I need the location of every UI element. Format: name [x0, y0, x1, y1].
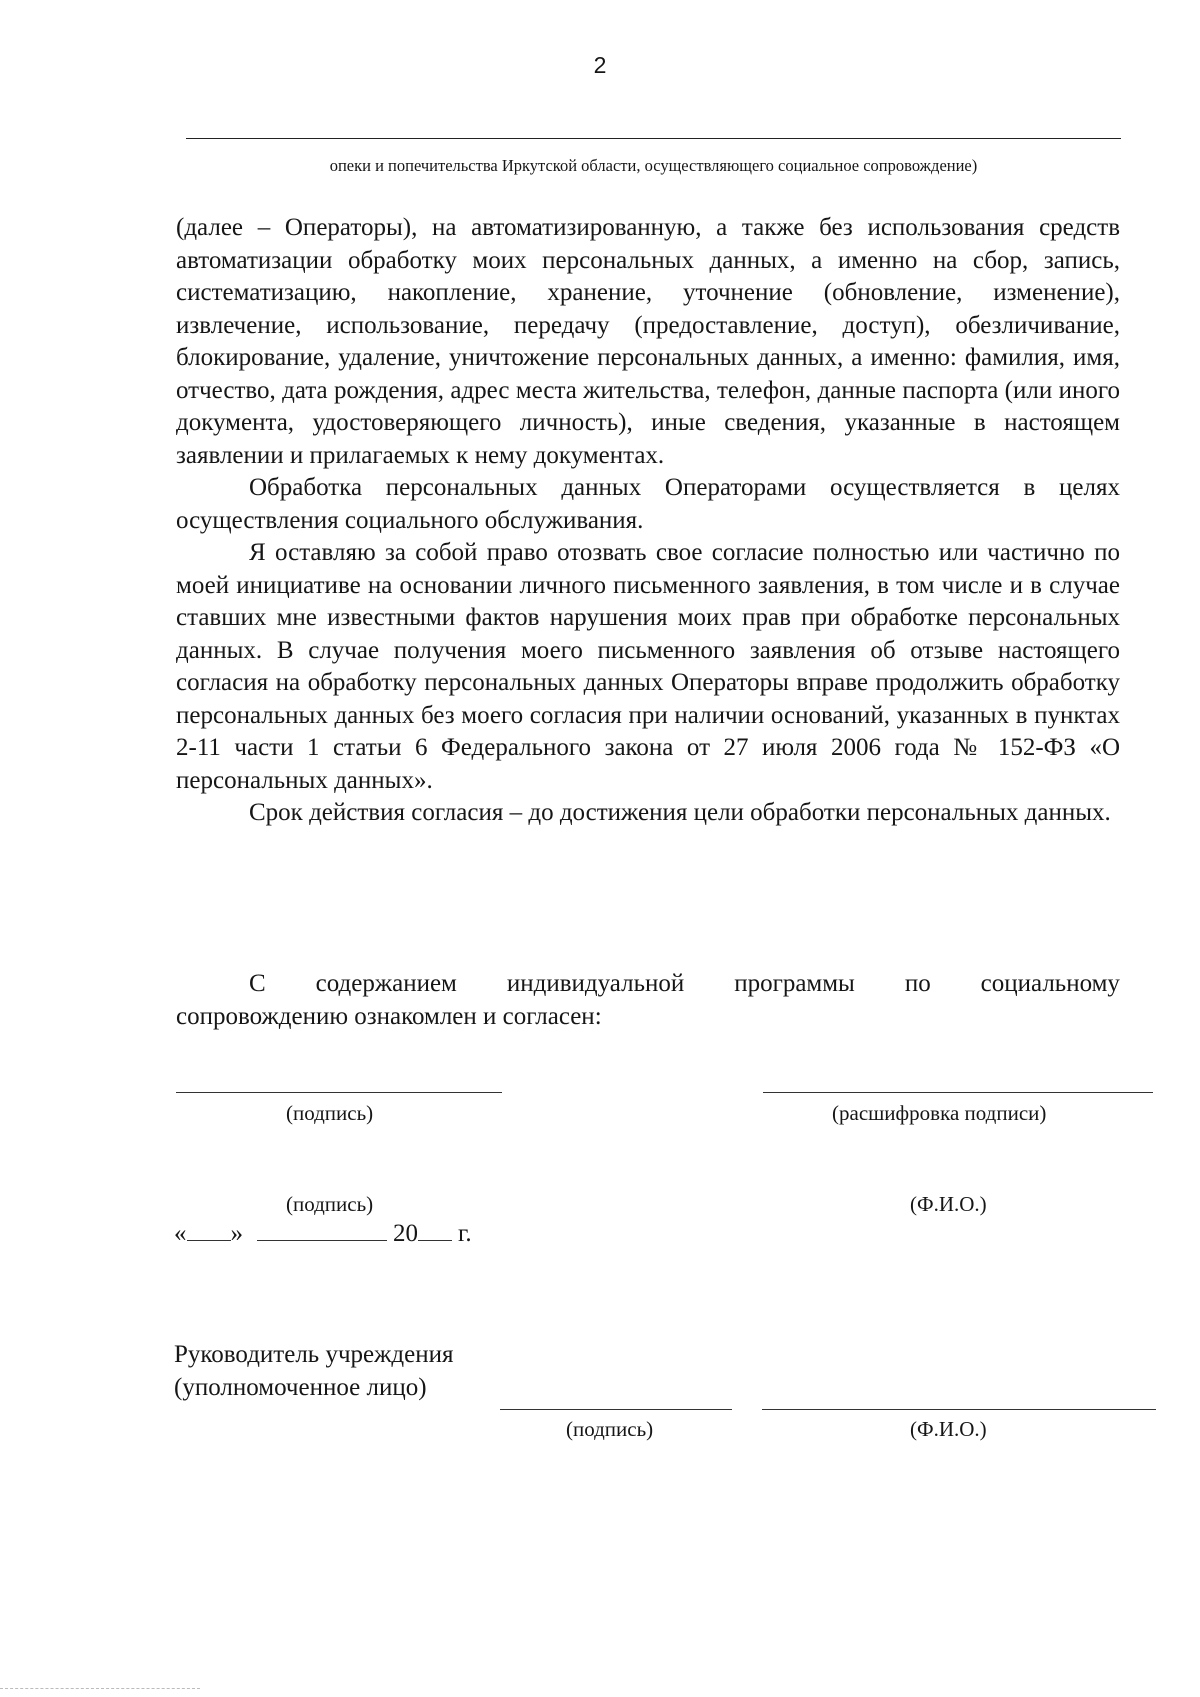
date-open-quote: «	[174, 1220, 187, 1247]
head-label	[174, 1338, 453, 1404]
signature-line	[176, 1092, 502, 1093]
fio-caption: (Ф.И.О.)	[910, 1192, 987, 1216]
page-number: 2	[593, 52, 607, 78]
date-line	[174, 1218, 472, 1248]
paragraph-term: Срок действия согласия – до достижения цели обработки персональных данных.	[249, 799, 1111, 826]
scan-edge	[0, 1688, 200, 1689]
header-caption: опеки и попечительства Иркутской области, осуществляющего социальное сопровождение)	[329, 156, 978, 175]
acknowledgement	[176, 967, 1120, 1033]
month-blank	[257, 1218, 387, 1241]
ack-word: содержанием	[315, 970, 457, 997]
acknowledgement-line-1	[176, 967, 1120, 1000]
head-label-line-2: (уполномоченное лицо)	[174, 1374, 427, 1401]
year-blank	[418, 1218, 452, 1241]
ack-word: социальному	[980, 970, 1120, 997]
decoding-line	[763, 1092, 1153, 1093]
year-suffix: г.	[458, 1220, 472, 1247]
head-fio-caption: (Ф.И.О.)	[910, 1417, 987, 1441]
paragraph-purpose: Обработка персональных данных Операторами осуществляется в целях осуществления социального обслуживания.	[176, 474, 1120, 534]
day-blank	[187, 1218, 231, 1241]
header-rule	[186, 138, 1121, 139]
head-signature-caption: (подпись)	[566, 1417, 654, 1441]
signature-caption: (подпись)	[286, 1101, 374, 1125]
date-close-quote: »	[230, 1220, 243, 1247]
head-fio-line	[762, 1409, 1156, 1410]
head-label-line-1: Руководитель учреждения	[174, 1341, 454, 1368]
acknowledgement-line-2: сопровождению ознакомлен и согласен:	[176, 1003, 602, 1030]
paragraph-revocation: Я оставляю за собой право отозвать свое согласие полностью или частично по моей инициативе на основании личного письменного заявления, в том числе и в случае ставших мне известными фактов нарушения моих прав при обработке персональных данных. В случае получения моего письменного заявления об отзыве настоящего согласия на обработку персональных данных Операторы вправе продолжить обработку персональных данных без моего согласия при наличии оснований, указанных в пунктах 2-11 части 1 статьи 6 Федерального закона от 27 июля 2006 года № 152-ФЗ «О персональных данных».	[176, 539, 1120, 794]
paragraph-operators: (далее – Операторы), на автоматизированную, а также без использования средств автоматизации обработку моих персональных данных, а именно на сбор, запись, систематизацию, накопление, хранение, уточнение (обновление, изменение), извлечение, использование, передачу (предоставление, доступ), обезличивание, блокирование, удаление, уничтожение персональных данных, а именно: фамилия, имя, отчество, дата рождения, адрес места жительства, телефон, данные паспорта (или иного документа, удостоверяющего личность), иные сведения, указанные в настоящем заявлении и прилагаемых к нему документах.	[176, 214, 1120, 469]
ack-word: по	[904, 970, 931, 997]
ack-word: С	[249, 970, 266, 997]
signature-caption-2: (подпись)	[286, 1192, 374, 1216]
head-signature-line	[500, 1409, 732, 1410]
ack-word: индивидуальной	[506, 970, 685, 997]
ack-word: программы	[734, 970, 855, 997]
body-text	[176, 212, 1120, 830]
decoding-caption: (расшифровка подписи)	[832, 1101, 1047, 1125]
year-prefix: 20	[393, 1220, 418, 1247]
